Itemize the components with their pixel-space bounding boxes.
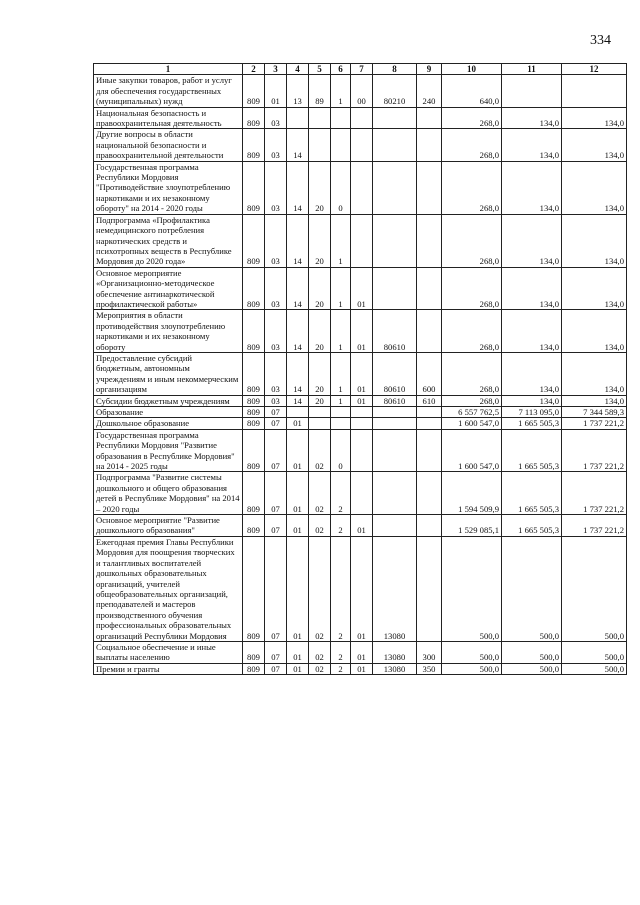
code-direction <box>373 418 417 429</box>
amount-2020 <box>502 75 562 107</box>
code-subsection <box>287 107 309 129</box>
code-admin: 809 <box>243 310 265 353</box>
code-section: 07 <box>265 641 287 663</box>
table-row <box>94 663 627 674</box>
code-event <box>351 418 373 429</box>
code-admin: 809 <box>243 641 265 663</box>
code-section: 03 <box>265 310 287 353</box>
code-subprogram <box>331 129 351 161</box>
row-name: Подпрограмма «Профилактика немедицинского потребления наркотических средств и психотропных веществ в Республике Мордовия до 2020 года» <box>94 214 243 267</box>
amount-2020: 1 665 505,3 <box>502 418 562 429</box>
code-expense-type <box>417 418 442 429</box>
amount-2020: 500,0 <box>502 641 562 663</box>
code-admin: 809 <box>243 161 265 214</box>
code-expense-type: 610 <box>417 395 442 406</box>
amount-2019: 640,0 <box>442 75 502 107</box>
code-event: 01 <box>351 352 373 395</box>
code-program <box>309 418 331 429</box>
amount-2019: 268,0 <box>442 107 502 129</box>
amount-2019: 500,0 <box>442 663 502 674</box>
code-subprogram: 1 <box>331 267 351 310</box>
column-header: 12 <box>562 64 627 75</box>
code-expense-type <box>417 536 442 641</box>
row-name: Национальная безопасность и правоохранительная деятельность <box>94 107 243 129</box>
code-subprogram <box>331 418 351 429</box>
table-row <box>94 418 627 429</box>
code-event <box>351 214 373 267</box>
row-name: Государственная программа Республики Мордовия "Развитие образования в Республике Мордовия" на 2014 - 2025 годы <box>94 429 243 472</box>
row-name: Дошкольное образование <box>94 418 243 429</box>
amount-2020: 500,0 <box>502 536 562 641</box>
code-direction: 80610 <box>373 352 417 395</box>
code-admin: 809 <box>243 515 265 537</box>
table-row <box>94 472 627 515</box>
amount-2020: 7 113 095,0 <box>502 407 562 418</box>
amount-2019: 268,0 <box>442 352 502 395</box>
code-subsection: 01 <box>287 472 309 515</box>
table-row <box>94 641 627 663</box>
code-admin: 809 <box>243 663 265 674</box>
table-row <box>94 395 627 406</box>
code-section: 07 <box>265 418 287 429</box>
amount-2019: 1 600 547,0 <box>442 429 502 472</box>
budget-table <box>93 63 627 675</box>
code-subprogram <box>331 107 351 129</box>
amount-2021 <box>562 75 627 107</box>
row-name: Образование <box>94 407 243 418</box>
amount-2021: 500,0 <box>562 663 627 674</box>
code-event <box>351 129 373 161</box>
amount-2021: 134,0 <box>562 161 627 214</box>
row-name: Предоставление субсидий бюджетным, автономным учреждениям и иным некоммерческим организациям <box>94 352 243 395</box>
code-admin: 809 <box>243 352 265 395</box>
code-admin: 809 <box>243 472 265 515</box>
code-admin: 809 <box>243 75 265 107</box>
page-number: 334 <box>590 33 611 48</box>
code-subprogram: 2 <box>331 515 351 537</box>
code-section: 07 <box>265 472 287 515</box>
table-row <box>94 107 627 129</box>
column-header: 8 <box>373 64 417 75</box>
code-section: 07 <box>265 515 287 537</box>
code-expense-type <box>417 129 442 161</box>
code-event: 00 <box>351 75 373 107</box>
code-event <box>351 161 373 214</box>
code-subsection: 14 <box>287 352 309 395</box>
row-name: Премии и гранты <box>94 663 243 674</box>
column-header: 9 <box>417 64 442 75</box>
column-header: 4 <box>287 64 309 75</box>
code-event: 01 <box>351 536 373 641</box>
code-subprogram: 0 <box>331 429 351 472</box>
table-row <box>94 267 627 310</box>
code-subsection: 13 <box>287 75 309 107</box>
table-row <box>94 352 627 395</box>
amount-2021: 1 737 221,2 <box>562 472 627 515</box>
code-admin: 809 <box>243 129 265 161</box>
code-direction <box>373 161 417 214</box>
code-subprogram: 2 <box>331 472 351 515</box>
code-subprogram: 1 <box>331 214 351 267</box>
code-event: 01 <box>351 663 373 674</box>
code-expense-type <box>417 107 442 129</box>
amount-2020: 1 665 505,3 <box>502 515 562 537</box>
code-expense-type <box>417 310 442 353</box>
code-admin: 809 <box>243 214 265 267</box>
code-program: 02 <box>309 429 331 472</box>
code-section: 07 <box>265 407 287 418</box>
code-event <box>351 407 373 418</box>
row-name: Основное мероприятие «Организационно-методическое обеспечение антинаркотической профилактической работы» <box>94 267 243 310</box>
code-admin: 809 <box>243 107 265 129</box>
amount-2020: 134,0 <box>502 129 562 161</box>
amount-2021: 134,0 <box>562 107 627 129</box>
code-subsection: 14 <box>287 214 309 267</box>
table-row <box>94 129 627 161</box>
code-event <box>351 107 373 129</box>
code-event: 01 <box>351 395 373 406</box>
code-expense-type <box>417 161 442 214</box>
amount-2019: 6 557 762,5 <box>442 407 502 418</box>
code-expense-type <box>417 472 442 515</box>
code-direction <box>373 107 417 129</box>
column-header: 1 <box>94 64 243 75</box>
code-program: 02 <box>309 641 331 663</box>
amount-2019: 500,0 <box>442 536 502 641</box>
code-section: 03 <box>265 129 287 161</box>
row-name: Ежегодная премия Главы Республики Мордовия для поощрения творческих и талантливых воспитателей дошкольных образовательных организаций, учителей общеобразовательных организаций, преподавателей и мастеров производственного обучения профессиональных образовательных организаций Республики Мордовия <box>94 536 243 641</box>
row-name: Субсидии бюджетным учреждениям <box>94 395 243 406</box>
amount-2021: 1 737 221,2 <box>562 429 627 472</box>
code-subsection: 01 <box>287 515 309 537</box>
amount-2020: 134,0 <box>502 107 562 129</box>
code-direction <box>373 429 417 472</box>
code-event <box>351 472 373 515</box>
code-direction: 13080 <box>373 536 417 641</box>
code-admin: 809 <box>243 418 265 429</box>
code-expense-type: 300 <box>417 641 442 663</box>
amount-2019: 500,0 <box>442 641 502 663</box>
amount-2019: 268,0 <box>442 267 502 310</box>
table-row <box>94 536 627 641</box>
code-program: 20 <box>309 161 331 214</box>
code-program: 02 <box>309 472 331 515</box>
amount-2021: 134,0 <box>562 267 627 310</box>
code-event: 01 <box>351 641 373 663</box>
column-header: 6 <box>331 64 351 75</box>
code-subprogram: 1 <box>331 352 351 395</box>
row-name: Мероприятия в области противодействия злоупотреблению наркотиками и их незаконному обороту <box>94 310 243 353</box>
amount-2019: 1 594 509,9 <box>442 472 502 515</box>
code-section: 03 <box>265 395 287 406</box>
code-program: 89 <box>309 75 331 107</box>
amount-2020: 134,0 <box>502 395 562 406</box>
amount-2021: 134,0 <box>562 214 627 267</box>
code-program: 20 <box>309 395 331 406</box>
code-section: 07 <box>265 663 287 674</box>
amount-2019: 1 529 085,1 <box>442 515 502 537</box>
amount-2021: 134,0 <box>562 129 627 161</box>
amount-2020: 134,0 <box>502 310 562 353</box>
code-subsection: 14 <box>287 310 309 353</box>
code-subsection: 01 <box>287 536 309 641</box>
amount-2019: 268,0 <box>442 395 502 406</box>
amount-2019: 268,0 <box>442 310 502 353</box>
amount-2021: 134,0 <box>562 310 627 353</box>
code-admin: 809 <box>243 536 265 641</box>
amount-2019: 268,0 <box>442 214 502 267</box>
code-subsection: 14 <box>287 129 309 161</box>
code-admin: 809 <box>243 407 265 418</box>
code-direction: 80610 <box>373 310 417 353</box>
code-program: 02 <box>309 663 331 674</box>
code-admin: 809 <box>243 395 265 406</box>
code-subsection: 01 <box>287 429 309 472</box>
amount-2021: 134,0 <box>562 395 627 406</box>
code-program: 02 <box>309 515 331 537</box>
code-event: 01 <box>351 267 373 310</box>
code-event: 01 <box>351 310 373 353</box>
column-header: 7 <box>351 64 373 75</box>
code-direction: 80210 <box>373 75 417 107</box>
amount-2020: 134,0 <box>502 267 562 310</box>
code-subprogram: 2 <box>331 536 351 641</box>
column-header: 2 <box>243 64 265 75</box>
table-row <box>94 161 627 214</box>
code-subprogram <box>331 407 351 418</box>
amount-2021: 1 737 221,2 <box>562 515 627 537</box>
code-program: 20 <box>309 352 331 395</box>
code-section: 03 <box>265 107 287 129</box>
code-section: 03 <box>265 161 287 214</box>
code-subprogram: 1 <box>331 310 351 353</box>
column-header: 10 <box>442 64 502 75</box>
code-program: 20 <box>309 267 331 310</box>
code-subprogram: 2 <box>331 641 351 663</box>
table-row <box>94 214 627 267</box>
code-expense-type: 350 <box>417 663 442 674</box>
amount-2020: 134,0 <box>502 214 562 267</box>
table-header-row <box>94 64 627 75</box>
amount-2021: 500,0 <box>562 641 627 663</box>
code-section: 03 <box>265 214 287 267</box>
code-direction: 80610 <box>373 395 417 406</box>
code-subprogram: 1 <box>331 395 351 406</box>
code-expense-type <box>417 429 442 472</box>
code-section: 03 <box>265 352 287 395</box>
code-direction <box>373 472 417 515</box>
code-expense-type <box>417 267 442 310</box>
amount-2019: 268,0 <box>442 129 502 161</box>
code-direction: 13080 <box>373 663 417 674</box>
row-name: Подпрограмма "Развитие системы дошкольного и общего образования детей в Республике Мордовия" на 2014 – 2020 годы <box>94 472 243 515</box>
code-expense-type: 600 <box>417 352 442 395</box>
code-expense-type <box>417 214 442 267</box>
amount-2020: 134,0 <box>502 352 562 395</box>
code-program: 02 <box>309 536 331 641</box>
code-subsection: 01 <box>287 418 309 429</box>
column-header: 3 <box>265 64 287 75</box>
row-name: Другие вопросы в области национальной безопасности и правоохранительной деятельности <box>94 129 243 161</box>
code-subprogram: 2 <box>331 663 351 674</box>
code-subsection: 14 <box>287 395 309 406</box>
table-row <box>94 407 627 418</box>
code-subsection: 14 <box>287 267 309 310</box>
amount-2021: 1 737 221,2 <box>562 418 627 429</box>
column-header: 11 <box>502 64 562 75</box>
code-direction <box>373 407 417 418</box>
code-program <box>309 107 331 129</box>
code-expense-type <box>417 515 442 537</box>
amount-2020: 1 665 505,3 <box>502 472 562 515</box>
amount-2019: 1 600 547,0 <box>442 418 502 429</box>
code-direction <box>373 214 417 267</box>
amount-2019: 268,0 <box>442 161 502 214</box>
code-subsection <box>287 407 309 418</box>
column-header: 5 <box>309 64 331 75</box>
code-section: 01 <box>265 75 287 107</box>
code-direction <box>373 129 417 161</box>
code-expense-type: 240 <box>417 75 442 107</box>
row-name: Иные закупки товаров, работ и услуг для обеспечения государственных (муниципальных) нужд <box>94 75 243 107</box>
amount-2020: 500,0 <box>502 663 562 674</box>
code-subsection: 01 <box>287 663 309 674</box>
code-section: 03 <box>265 267 287 310</box>
amount-2020: 134,0 <box>502 161 562 214</box>
code-admin: 809 <box>243 267 265 310</box>
code-subprogram: 0 <box>331 161 351 214</box>
table-row <box>94 515 627 537</box>
code-direction <box>373 267 417 310</box>
amount-2021: 500,0 <box>562 536 627 641</box>
code-event <box>351 429 373 472</box>
amount-2021: 7 344 589,3 <box>562 407 627 418</box>
row-name: Государственная программа Республики Мордовия "Противодействие злоупотреблению наркотиками и их незаконному обороту" на 2014 - 2020 годы <box>94 161 243 214</box>
amount-2020: 1 665 505,3 <box>502 429 562 472</box>
code-direction: 13080 <box>373 641 417 663</box>
code-section: 07 <box>265 536 287 641</box>
code-subsection: 14 <box>287 161 309 214</box>
table-row <box>94 429 627 472</box>
code-program: 20 <box>309 214 331 267</box>
code-program: 20 <box>309 310 331 353</box>
code-event: 01 <box>351 515 373 537</box>
code-subprogram: 1 <box>331 75 351 107</box>
code-program <box>309 129 331 161</box>
table-row <box>94 310 627 353</box>
code-admin: 809 <box>243 429 265 472</box>
row-name: Социальное обеспечение и иные выплаты населению <box>94 641 243 663</box>
row-name: Основное мероприятие "Развитие дошкольного образования" <box>94 515 243 537</box>
amount-2021: 134,0 <box>562 352 627 395</box>
code-program <box>309 407 331 418</box>
code-section: 07 <box>265 429 287 472</box>
table-row <box>94 75 627 107</box>
code-expense-type <box>417 407 442 418</box>
code-subsection: 01 <box>287 641 309 663</box>
code-direction <box>373 515 417 537</box>
